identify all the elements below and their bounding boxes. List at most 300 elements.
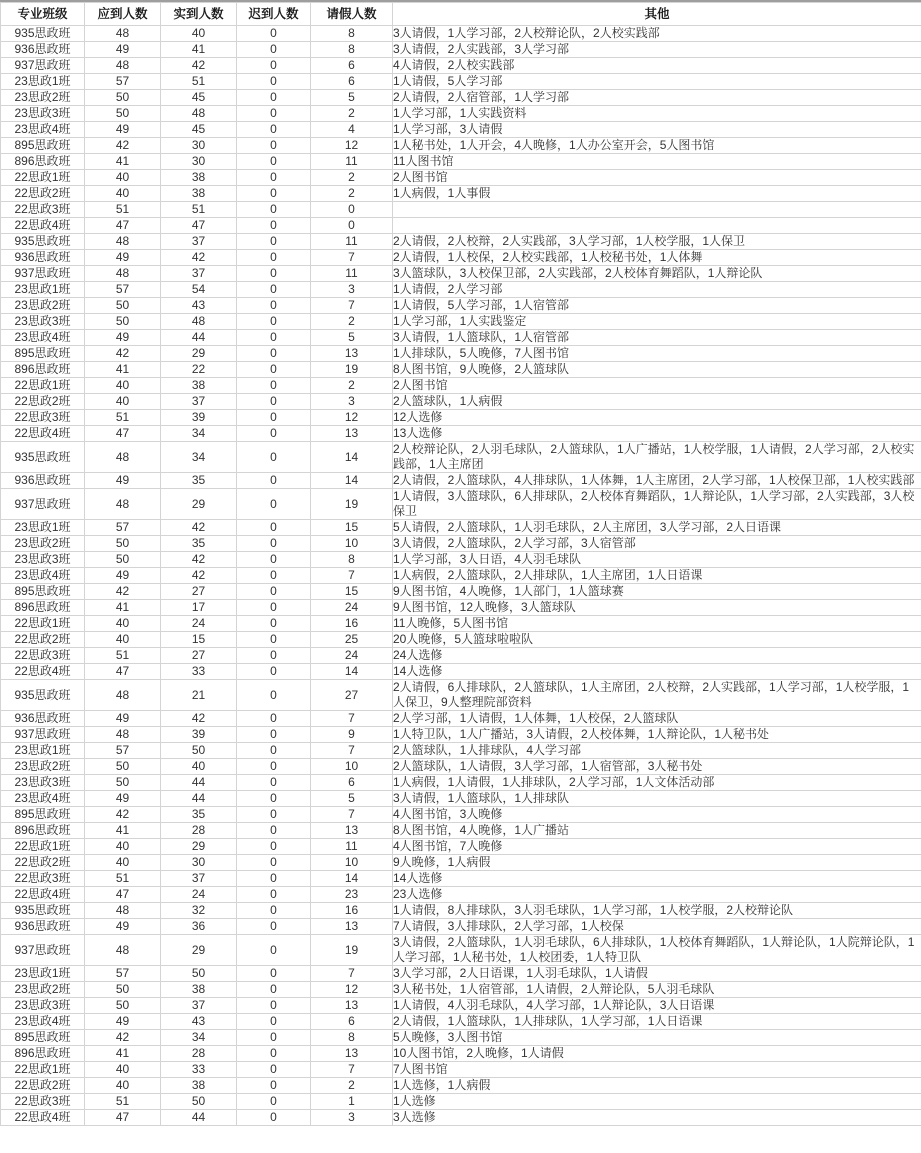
cell-late-count[interactable]: 0 <box>237 1062 311 1078</box>
cell-late-count[interactable]: 0 <box>237 727 311 743</box>
cell-leave-count[interactable]: 11 <box>311 839 393 855</box>
cell-actual-count[interactable]: 39 <box>161 727 237 743</box>
cell-class[interactable]: 23思政3班 <box>1 552 85 568</box>
cell-actual-count[interactable]: 47 <box>161 218 237 234</box>
cell-late-count[interactable]: 0 <box>237 1014 311 1030</box>
cell-late-count[interactable]: 0 <box>237 616 311 632</box>
cell-leave-count[interactable]: 24 <box>311 600 393 616</box>
cell-late-count[interactable]: 0 <box>237 1110 311 1126</box>
cell-expected-count[interactable]: 42 <box>85 138 161 154</box>
cell-expected-count[interactable]: 41 <box>85 154 161 170</box>
cell-late-count[interactable]: 0 <box>237 935 311 966</box>
cell-leave-count[interactable]: 14 <box>311 442 393 473</box>
cell-late-count[interactable]: 0 <box>237 632 311 648</box>
cell-other-notes[interactable]: 1人特卫队，1人广播站，3人请假，2人校体舞，1人辩论队，1人秘书处 <box>393 727 921 743</box>
cell-leave-count[interactable]: 7 <box>311 743 393 759</box>
cell-expected-count[interactable]: 50 <box>85 106 161 122</box>
cell-actual-count[interactable]: 48 <box>161 106 237 122</box>
cell-class[interactable]: 23思政1班 <box>1 74 85 90</box>
cell-late-count[interactable]: 0 <box>237 600 311 616</box>
cell-leave-count[interactable]: 7 <box>311 568 393 584</box>
cell-class[interactable]: 23思政2班 <box>1 298 85 314</box>
cell-late-count[interactable]: 0 <box>237 346 311 362</box>
cell-late-count[interactable]: 0 <box>237 823 311 839</box>
cell-actual-count[interactable]: 48 <box>161 314 237 330</box>
cell-late-count[interactable]: 0 <box>237 378 311 394</box>
cell-other-notes[interactable]: 9人晚修，1人病假 <box>393 855 921 871</box>
cell-leave-count[interactable]: 2 <box>311 378 393 394</box>
cell-other-notes[interactable]: 2人学习部，1人请假，1人体舞，1人校保，2人篮球队 <box>393 711 921 727</box>
cell-actual-count[interactable]: 41 <box>161 42 237 58</box>
cell-class[interactable]: 895思政班 <box>1 807 85 823</box>
cell-actual-count[interactable]: 54 <box>161 282 237 298</box>
cell-late-count[interactable]: 0 <box>237 282 311 298</box>
cell-expected-count[interactable]: 49 <box>85 568 161 584</box>
cell-leave-count[interactable]: 5 <box>311 90 393 106</box>
cell-other-notes[interactable]: 14人选修 <box>393 664 921 680</box>
cell-other-notes[interactable]: 24人选修 <box>393 648 921 664</box>
cell-actual-count[interactable]: 24 <box>161 887 237 903</box>
cell-expected-count[interactable]: 49 <box>85 42 161 58</box>
cell-expected-count[interactable]: 57 <box>85 74 161 90</box>
cell-late-count[interactable]: 0 <box>237 26 311 42</box>
cell-leave-count[interactable]: 2 <box>311 106 393 122</box>
cell-class[interactable]: 23思政3班 <box>1 775 85 791</box>
cell-leave-count[interactable]: 13 <box>311 1046 393 1062</box>
cell-leave-count[interactable]: 6 <box>311 1014 393 1030</box>
cell-other-notes[interactable]: 2人篮球队，1人病假 <box>393 394 921 410</box>
cell-actual-count[interactable]: 42 <box>161 250 237 266</box>
cell-leave-count[interactable]: 10 <box>311 536 393 552</box>
cell-expected-count[interactable]: 40 <box>85 1062 161 1078</box>
cell-late-count[interactable]: 0 <box>237 489 311 520</box>
cell-leave-count[interactable]: 16 <box>311 903 393 919</box>
cell-leave-count[interactable]: 12 <box>311 410 393 426</box>
cell-other-notes[interactable]: 10人图书馆，2人晚修，1人请假 <box>393 1046 921 1062</box>
cell-other-notes[interactable]: 3人请假，1人学习部，2人校辩论队，2人校实践部 <box>393 26 921 42</box>
cell-late-count[interactable]: 0 <box>237 807 311 823</box>
cell-actual-count[interactable]: 51 <box>161 202 237 218</box>
cell-class[interactable]: 22思政2班 <box>1 855 85 871</box>
cell-actual-count[interactable]: 38 <box>161 1078 237 1094</box>
cell-other-notes[interactable]: 5人晚修，3人图书馆 <box>393 1030 921 1046</box>
cell-actual-count[interactable]: 43 <box>161 1014 237 1030</box>
cell-expected-count[interactable]: 49 <box>85 250 161 266</box>
cell-late-count[interactable]: 0 <box>237 314 311 330</box>
cell-leave-count[interactable]: 2 <box>311 170 393 186</box>
cell-actual-count[interactable]: 27 <box>161 648 237 664</box>
cell-actual-count[interactable]: 38 <box>161 982 237 998</box>
cell-actual-count[interactable]: 15 <box>161 632 237 648</box>
cell-actual-count[interactable]: 34 <box>161 1030 237 1046</box>
cell-actual-count[interactable]: 29 <box>161 935 237 966</box>
cell-class[interactable]: 937思政班 <box>1 727 85 743</box>
cell-expected-count[interactable]: 40 <box>85 394 161 410</box>
cell-expected-count[interactable]: 40 <box>85 1078 161 1094</box>
cell-late-count[interactable]: 0 <box>237 122 311 138</box>
cell-other-notes[interactable]: 1人学习部，3人请假 <box>393 122 921 138</box>
cell-leave-count[interactable]: 13 <box>311 919 393 935</box>
cell-leave-count[interactable]: 8 <box>311 42 393 58</box>
cell-expected-count[interactable]: 57 <box>85 282 161 298</box>
cell-actual-count[interactable]: 17 <box>161 600 237 616</box>
cell-late-count[interactable]: 0 <box>237 982 311 998</box>
cell-actual-count[interactable]: 40 <box>161 26 237 42</box>
cell-class[interactable]: 23思政2班 <box>1 982 85 998</box>
cell-leave-count[interactable]: 27 <box>311 680 393 711</box>
cell-leave-count[interactable]: 13 <box>311 998 393 1014</box>
cell-class[interactable]: 935思政班 <box>1 442 85 473</box>
cell-expected-count[interactable]: 49 <box>85 919 161 935</box>
cell-leave-count[interactable]: 16 <box>311 616 393 632</box>
cell-leave-count[interactable]: 25 <box>311 632 393 648</box>
cell-leave-count[interactable]: 7 <box>311 298 393 314</box>
cell-expected-count[interactable]: 47 <box>85 887 161 903</box>
cell-leave-count[interactable]: 24 <box>311 648 393 664</box>
cell-leave-count[interactable]: 2 <box>311 1078 393 1094</box>
cell-expected-count[interactable]: 40 <box>85 616 161 632</box>
cell-expected-count[interactable]: 42 <box>85 346 161 362</box>
cell-other-notes[interactable]: 2人请假，2人宿管部，1人学习部 <box>393 90 921 106</box>
cell-actual-count[interactable]: 42 <box>161 552 237 568</box>
cell-other-notes[interactable]: 1人病假，1人事假 <box>393 186 921 202</box>
cell-other-notes[interactable]: 1人学习部，1人实践资料 <box>393 106 921 122</box>
cell-class[interactable]: 22思政2班 <box>1 1078 85 1094</box>
cell-other-notes[interactable]: 1人选修，1人病假 <box>393 1078 921 1094</box>
cell-late-count[interactable]: 0 <box>237 711 311 727</box>
cell-class[interactable]: 895思政班 <box>1 1030 85 1046</box>
cell-other-notes[interactable]: 1人排球队，5人晚修，7人图书馆 <box>393 346 921 362</box>
cell-actual-count[interactable]: 39 <box>161 410 237 426</box>
cell-late-count[interactable]: 0 <box>237 1046 311 1062</box>
cell-expected-count[interactable]: 47 <box>85 218 161 234</box>
cell-late-count[interactable]: 0 <box>237 74 311 90</box>
cell-expected-count[interactable]: 57 <box>85 520 161 536</box>
cell-late-count[interactable]: 0 <box>237 584 311 600</box>
cell-actual-count[interactable]: 21 <box>161 680 237 711</box>
cell-class[interactable]: 937思政班 <box>1 266 85 282</box>
cell-other-notes[interactable]: 1人请假，4人羽毛球队，4人学习部，1人辩论队，3人日语课 <box>393 998 921 1014</box>
cell-late-count[interactable]: 0 <box>237 552 311 568</box>
cell-other-notes[interactable] <box>393 218 921 234</box>
cell-expected-count[interactable]: 51 <box>85 410 161 426</box>
cell-class[interactable]: 22思政3班 <box>1 410 85 426</box>
cell-late-count[interactable]: 0 <box>237 234 311 250</box>
cell-class[interactable]: 22思政1班 <box>1 839 85 855</box>
cell-late-count[interactable]: 0 <box>237 887 311 903</box>
cell-leave-count[interactable]: 5 <box>311 330 393 346</box>
cell-class[interactable]: 22思政2班 <box>1 394 85 410</box>
cell-other-notes[interactable]: 2人请假，1人篮球队，1人排球队，1人学习部，1人日语课 <box>393 1014 921 1030</box>
cell-late-count[interactable]: 0 <box>237 520 311 536</box>
cell-leave-count[interactable]: 4 <box>311 122 393 138</box>
cell-class[interactable]: 23思政2班 <box>1 759 85 775</box>
cell-late-count[interactable]: 0 <box>237 1030 311 1046</box>
cell-class[interactable]: 935思政班 <box>1 26 85 42</box>
cell-leave-count[interactable]: 12 <box>311 138 393 154</box>
cell-late-count[interactable]: 0 <box>237 58 311 74</box>
cell-late-count[interactable]: 0 <box>237 568 311 584</box>
cell-actual-count[interactable]: 50 <box>161 743 237 759</box>
column-header-late-count[interactable]: 迟到人数 <box>237 3 311 26</box>
cell-actual-count[interactable]: 45 <box>161 90 237 106</box>
cell-other-notes[interactable]: 3人篮球队，3人校保卫部，2人实践部，2人校体育舞蹈队，1人辩论队 <box>393 266 921 282</box>
cell-class[interactable]: 22思政4班 <box>1 1110 85 1126</box>
cell-actual-count[interactable]: 42 <box>161 568 237 584</box>
cell-late-count[interactable]: 0 <box>237 138 311 154</box>
cell-class[interactable]: 23思政3班 <box>1 106 85 122</box>
cell-late-count[interactable]: 0 <box>237 106 311 122</box>
cell-other-notes[interactable]: 9人图书馆，12人晚修，3人篮球队 <box>393 600 921 616</box>
cell-leave-count[interactable]: 2 <box>311 314 393 330</box>
cell-actual-count[interactable]: 34 <box>161 426 237 442</box>
cell-actual-count[interactable]: 28 <box>161 1046 237 1062</box>
cell-other-notes[interactable]: 1人病假，2人篮球队，2人排球队，1人主席团，1人日语课 <box>393 568 921 584</box>
cell-other-notes[interactable]: 23人选修 <box>393 887 921 903</box>
cell-class[interactable]: 22思政3班 <box>1 202 85 218</box>
cell-actual-count[interactable]: 38 <box>161 186 237 202</box>
cell-actual-count[interactable]: 36 <box>161 919 237 935</box>
cell-leave-count[interactable]: 10 <box>311 855 393 871</box>
cell-expected-count[interactable]: 47 <box>85 664 161 680</box>
cell-class[interactable]: 896思政班 <box>1 823 85 839</box>
cell-late-count[interactable]: 0 <box>237 966 311 982</box>
cell-expected-count[interactable]: 57 <box>85 743 161 759</box>
cell-class[interactable]: 937思政班 <box>1 58 85 74</box>
cell-actual-count[interactable]: 30 <box>161 138 237 154</box>
cell-class[interactable]: 22思政4班 <box>1 426 85 442</box>
cell-class[interactable]: 23思政4班 <box>1 791 85 807</box>
cell-class[interactable]: 22思政4班 <box>1 887 85 903</box>
cell-class[interactable]: 23思政4班 <box>1 122 85 138</box>
cell-leave-count[interactable]: 19 <box>311 935 393 966</box>
cell-expected-count[interactable]: 50 <box>85 998 161 1014</box>
cell-late-count[interactable]: 0 <box>237 664 311 680</box>
cell-leave-count[interactable]: 6 <box>311 58 393 74</box>
cell-late-count[interactable]: 0 <box>237 536 311 552</box>
cell-actual-count[interactable]: 33 <box>161 664 237 680</box>
cell-leave-count[interactable]: 14 <box>311 664 393 680</box>
cell-class[interactable]: 937思政班 <box>1 489 85 520</box>
cell-late-count[interactable]: 0 <box>237 186 311 202</box>
cell-late-count[interactable]: 0 <box>237 775 311 791</box>
cell-leave-count[interactable]: 15 <box>311 520 393 536</box>
cell-expected-count[interactable]: 57 <box>85 966 161 982</box>
cell-late-count[interactable]: 0 <box>237 90 311 106</box>
cell-expected-count[interactable]: 40 <box>85 839 161 855</box>
cell-late-count[interactable]: 0 <box>237 250 311 266</box>
cell-other-notes[interactable]: 4人图书馆，7人晚修 <box>393 839 921 855</box>
cell-other-notes[interactable]: 3人秘书处，1人宿管部，1人请假，2人辩论队，5人羽毛球队 <box>393 982 921 998</box>
cell-actual-count[interactable]: 42 <box>161 58 237 74</box>
cell-other-notes[interactable]: 1人选修 <box>393 1094 921 1110</box>
cell-other-notes[interactable]: 2人校辩论队，2人羽毛球队，2人篮球队，1人广播站，1人校学服，1人请假，2人学习部，2人校实践部，1人主席团 <box>393 442 921 473</box>
cell-expected-count[interactable]: 48 <box>85 58 161 74</box>
cell-expected-count[interactable]: 47 <box>85 1110 161 1126</box>
cell-expected-count[interactable]: 42 <box>85 807 161 823</box>
cell-expected-count[interactable]: 51 <box>85 871 161 887</box>
cell-late-count[interactable]: 0 <box>237 1094 311 1110</box>
cell-leave-count[interactable]: 1 <box>311 1094 393 1110</box>
cell-expected-count[interactable]: 40 <box>85 855 161 871</box>
cell-leave-count[interactable]: 10 <box>311 759 393 775</box>
cell-late-count[interactable]: 0 <box>237 362 311 378</box>
cell-other-notes[interactable]: 1人请假，3人篮球队，6人排球队，2人校体育舞蹈队，1人辩论队，1人学习部，2人实践部，3人校保卫 <box>393 489 921 520</box>
cell-other-notes[interactable]: 3人请假，2人篮球队，1人羽毛球队，6人排球队，1人校体育舞蹈队，1人辩论队，1人院辩论队，1人学习部，1人秘书处，1人校团委，1人特卫队 <box>393 935 921 966</box>
cell-expected-count[interactable]: 48 <box>85 489 161 520</box>
cell-other-notes[interactable]: 8人图书馆，9人晚修，2人篮球队 <box>393 362 921 378</box>
cell-other-notes[interactable]: 3人请假，1人篮球队，1人排球队 <box>393 791 921 807</box>
cell-class[interactable]: 23思政1班 <box>1 282 85 298</box>
cell-class[interactable]: 895思政班 <box>1 138 85 154</box>
cell-other-notes[interactable]: 1人请假，5人学习部 <box>393 74 921 90</box>
cell-actual-count[interactable]: 29 <box>161 346 237 362</box>
cell-leave-count[interactable]: 13 <box>311 346 393 362</box>
cell-expected-count[interactable]: 40 <box>85 378 161 394</box>
cell-expected-count[interactable]: 48 <box>85 727 161 743</box>
cell-late-count[interactable]: 0 <box>237 648 311 664</box>
cell-leave-count[interactable]: 14 <box>311 871 393 887</box>
cell-actual-count[interactable]: 37 <box>161 234 237 250</box>
cell-actual-count[interactable]: 43 <box>161 298 237 314</box>
cell-actual-count[interactable]: 44 <box>161 1110 237 1126</box>
cell-leave-count[interactable]: 7 <box>311 807 393 823</box>
cell-other-notes[interactable] <box>393 202 921 218</box>
cell-actual-count[interactable]: 37 <box>161 266 237 282</box>
column-header-other[interactable]: 其他 <box>393 3 921 26</box>
cell-leave-count[interactable]: 12 <box>311 982 393 998</box>
cell-class[interactable]: 895思政班 <box>1 346 85 362</box>
cell-other-notes[interactable]: 12人选修 <box>393 410 921 426</box>
cell-expected-count[interactable]: 51 <box>85 648 161 664</box>
cell-class[interactable]: 936思政班 <box>1 473 85 489</box>
cell-expected-count[interactable]: 50 <box>85 90 161 106</box>
cell-actual-count[interactable]: 50 <box>161 1094 237 1110</box>
cell-other-notes[interactable]: 3人学习部，2人日语课，1人羽毛球队，1人请假 <box>393 966 921 982</box>
cell-late-count[interactable]: 0 <box>237 410 311 426</box>
cell-leave-count[interactable]: 13 <box>311 426 393 442</box>
cell-class[interactable]: 937思政班 <box>1 935 85 966</box>
cell-leave-count[interactable]: 0 <box>311 202 393 218</box>
cell-leave-count[interactable]: 8 <box>311 552 393 568</box>
cell-expected-count[interactable]: 48 <box>85 266 161 282</box>
cell-class[interactable]: 936思政班 <box>1 919 85 935</box>
cell-late-count[interactable]: 0 <box>237 998 311 1014</box>
cell-other-notes[interactable]: 14人选修 <box>393 871 921 887</box>
cell-expected-count[interactable]: 42 <box>85 584 161 600</box>
cell-expected-count[interactable]: 48 <box>85 442 161 473</box>
cell-actual-count[interactable]: 34 <box>161 442 237 473</box>
cell-late-count[interactable]: 0 <box>237 298 311 314</box>
cell-actual-count[interactable]: 44 <box>161 330 237 346</box>
cell-class[interactable]: 22思政3班 <box>1 648 85 664</box>
cell-other-notes[interactable]: 7人图书馆 <box>393 1062 921 1078</box>
cell-expected-count[interactable]: 50 <box>85 314 161 330</box>
cell-actual-count[interactable]: 35 <box>161 807 237 823</box>
cell-class[interactable]: 23思政1班 <box>1 743 85 759</box>
column-header-class[interactable]: 专业班级 <box>1 3 85 26</box>
cell-late-count[interactable]: 0 <box>237 202 311 218</box>
cell-actual-count[interactable]: 33 <box>161 1062 237 1078</box>
cell-other-notes[interactable]: 2人篮球队，1人排球队，4人学习部 <box>393 743 921 759</box>
cell-expected-count[interactable]: 48 <box>85 935 161 966</box>
cell-actual-count[interactable]: 45 <box>161 122 237 138</box>
cell-class[interactable]: 895思政班 <box>1 584 85 600</box>
cell-actual-count[interactable]: 38 <box>161 378 237 394</box>
cell-class[interactable]: 896思政班 <box>1 600 85 616</box>
cell-class[interactable]: 936思政班 <box>1 42 85 58</box>
cell-leave-count[interactable]: 8 <box>311 1030 393 1046</box>
cell-actual-count[interactable]: 29 <box>161 839 237 855</box>
cell-actual-count[interactable]: 35 <box>161 473 237 489</box>
cell-actual-count[interactable]: 50 <box>161 966 237 982</box>
cell-actual-count[interactable]: 38 <box>161 170 237 186</box>
cell-class[interactable]: 22思政1班 <box>1 616 85 632</box>
cell-leave-count[interactable]: 8 <box>311 26 393 42</box>
cell-class[interactable]: 935思政班 <box>1 680 85 711</box>
cell-late-count[interactable]: 0 <box>237 871 311 887</box>
cell-other-notes[interactable]: 1人学习部，1人实践鉴定 <box>393 314 921 330</box>
cell-other-notes[interactable]: 5人请假，2人篮球队，1人羽毛球队，2人主席团，3人学习部，2人日语课 <box>393 520 921 536</box>
cell-class[interactable]: 896思政班 <box>1 154 85 170</box>
cell-class[interactable]: 935思政班 <box>1 903 85 919</box>
cell-late-count[interactable]: 0 <box>237 426 311 442</box>
cell-class[interactable]: 936思政班 <box>1 711 85 727</box>
cell-other-notes[interactable]: 4人请假，2人校实践部 <box>393 58 921 74</box>
cell-other-notes[interactable]: 3人请假，2人篮球队，2人学习部，3人宿管部 <box>393 536 921 552</box>
cell-leave-count[interactable]: 9 <box>311 727 393 743</box>
cell-class[interactable]: 22思政4班 <box>1 218 85 234</box>
cell-leave-count[interactable]: 6 <box>311 74 393 90</box>
cell-expected-count[interactable]: 48 <box>85 234 161 250</box>
cell-leave-count[interactable]: 13 <box>311 823 393 839</box>
cell-expected-count[interactable]: 50 <box>85 982 161 998</box>
cell-other-notes[interactable]: 1人学习部，3人日语，4人羽毛球队 <box>393 552 921 568</box>
cell-late-count[interactable]: 0 <box>237 791 311 807</box>
cell-leave-count[interactable]: 23 <box>311 887 393 903</box>
cell-other-notes[interactable]: 11人晚修，5人图书馆 <box>393 616 921 632</box>
cell-class[interactable]: 22思政3班 <box>1 871 85 887</box>
cell-late-count[interactable]: 0 <box>237 442 311 473</box>
cell-class[interactable]: 23思政4班 <box>1 1014 85 1030</box>
cell-leave-count[interactable]: 11 <box>311 266 393 282</box>
cell-expected-count[interactable]: 40 <box>85 170 161 186</box>
cell-actual-count[interactable]: 51 <box>161 74 237 90</box>
cell-leave-count[interactable]: 6 <box>311 775 393 791</box>
cell-leave-count[interactable]: 0 <box>311 218 393 234</box>
cell-expected-count[interactable]: 50 <box>85 759 161 775</box>
cell-class[interactable]: 22思政4班 <box>1 664 85 680</box>
cell-expected-count[interactable]: 50 <box>85 775 161 791</box>
cell-leave-count[interactable]: 19 <box>311 489 393 520</box>
cell-expected-count[interactable]: 48 <box>85 26 161 42</box>
cell-expected-count[interactable]: 48 <box>85 680 161 711</box>
cell-actual-count[interactable]: 27 <box>161 584 237 600</box>
cell-actual-count[interactable]: 44 <box>161 791 237 807</box>
cell-late-count[interactable]: 0 <box>237 1078 311 1094</box>
cell-class[interactable]: 23思政3班 <box>1 314 85 330</box>
cell-late-count[interactable]: 0 <box>237 855 311 871</box>
cell-late-count[interactable]: 0 <box>237 330 311 346</box>
cell-actual-count[interactable]: 37 <box>161 871 237 887</box>
cell-expected-count[interactable]: 42 <box>85 1030 161 1046</box>
cell-other-notes[interactable]: 7人请假，3人排球队，2人学习部，1人校保 <box>393 919 921 935</box>
cell-class[interactable]: 935思政班 <box>1 234 85 250</box>
cell-late-count[interactable]: 0 <box>237 170 311 186</box>
cell-actual-count[interactable]: 42 <box>161 520 237 536</box>
cell-other-notes[interactable]: 11人图书馆 <box>393 154 921 170</box>
cell-other-notes[interactable]: 2人请假，2人篮球队，4人排球队，1人体舞，1人主席团，2人学习部，1人校保卫部，1人校实践部 <box>393 473 921 489</box>
